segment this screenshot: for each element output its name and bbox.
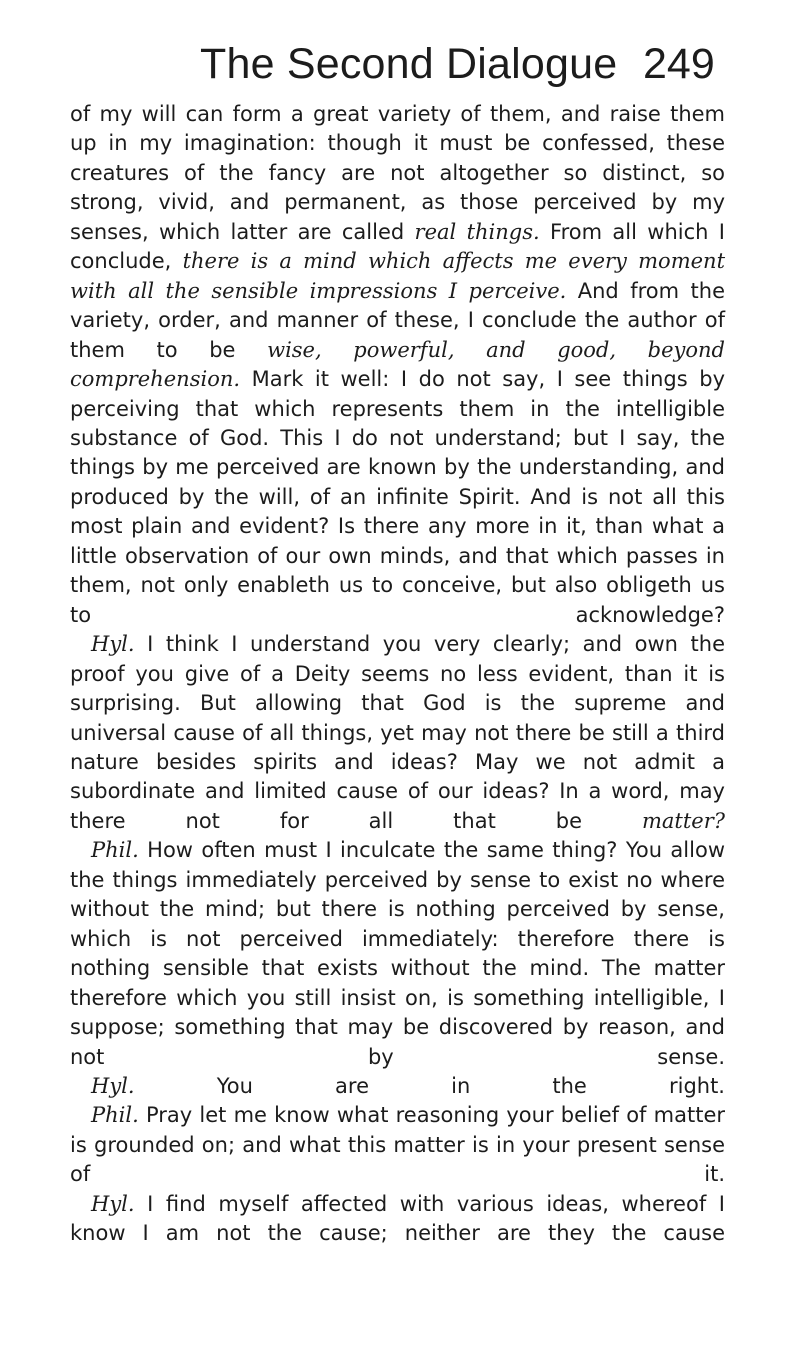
text-run: of my will can form a great variety of them, and raise them up in my imagination: though it must be confessed, these creatures of the fancy are not altogether so distinct, so strong, vivid, and permanent, as those perceived by my senses, which latter are called <box>70 102 725 244</box>
running-title: The Second Dialogue <box>200 40 618 88</box>
text-run: You are in the right. <box>134 1073 725 1098</box>
speaker-label: Hyl. <box>91 1191 135 1216</box>
speaker-label: Hyl. <box>91 632 135 657</box>
speaker-label: Phil. <box>91 838 139 863</box>
page-header <box>0 40 800 100</box>
paragraph <box>70 630 725 836</box>
italic-text: wise, powerful, and good, beyond comprehension. <box>70 337 726 392</box>
italic-text: matter? <box>641 808 725 833</box>
text-run: I find myself affected with various ideas, whereof I know I am not the cause; neither are they the cause <box>70 1191 725 1246</box>
text-run: Pray let me know what reasoning your belief of matter is grounded on; and what this matter is in your present sense of it. <box>70 1103 725 1187</box>
paragraph <box>70 1101 725 1189</box>
text-run: How often must I inculcate the same thing? You allow the things immediately perceived by sense to exist no where without the mind; but there is nothing perceived by sense, which is not perceived immediately: therefore there is nothing sensible that exists without the mind. The matter therefore which you still insist on, is something intelligible, I suppose; something that may be discovered by reason, and not by sense. <box>70 838 725 1069</box>
text-run: I think I understand you very clearly; and own the proof you give of a Deity seems no less evident, than it is surprising. But allowing that God is the supreme and universal cause of all things, yet may not there be still a third nature besides spirits and ideas? May we not admit a subordinate and limited cause of our ideas? In a word, may there not for all that be <box>70 632 725 833</box>
paragraph <box>70 836 725 1072</box>
page-number: 249 <box>643 40 715 88</box>
italic-text: there is a mind which affects me every moment with all the sensible impressions I perceive. <box>70 249 726 303</box>
text-run: From all which I conclude, <box>70 219 726 274</box>
text-run: And from the variety, order, and manner of these, I conclude the author of them to be <box>70 278 725 362</box>
paragraph <box>70 100 725 630</box>
speaker-label: Phil. <box>91 1103 139 1128</box>
italic-text: real things. <box>414 219 540 244</box>
paragraph <box>70 1190 725 1249</box>
text-run: Mark it well: I do not say, I see things by perceiving that which represents them in the intelligible substance of God. This I do not understand; but I say, the things by me perceived are known by the understanding, and produced by the will, of an infinite Spirit. And is not all this most plain and evident? Is there any more in it, than what a little observation of our own minds, and that which passes in them, not only enableth us to conceive, but also obligeth us to acknowledge? <box>70 367 725 627</box>
body-text <box>70 100 725 1249</box>
speaker-label: Hyl. <box>91 1073 135 1098</box>
paragraph <box>70 1072 725 1101</box>
